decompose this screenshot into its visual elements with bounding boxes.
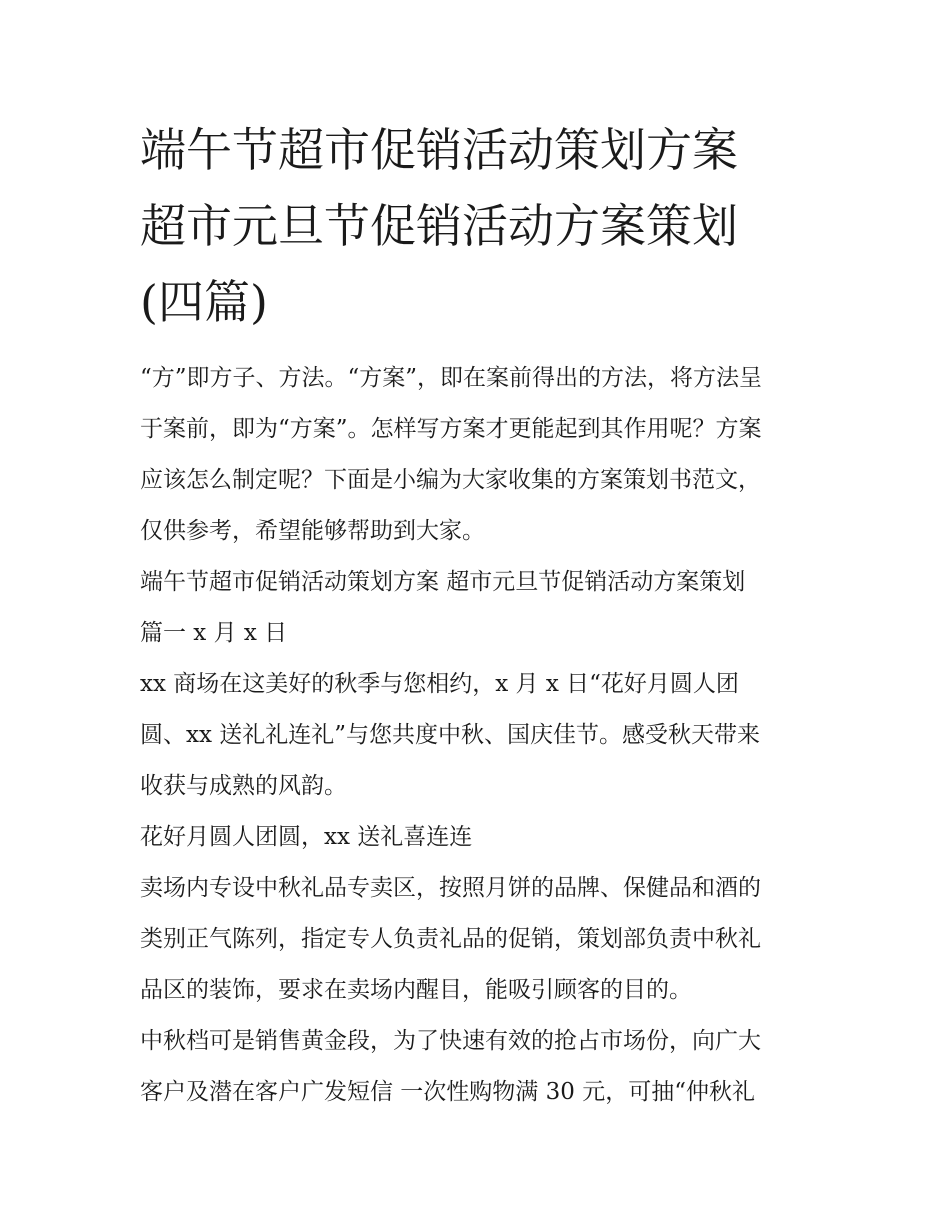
section-heading-paragraph — [140, 557, 830, 659]
paragraph-line: 端午节超市促销活动策划方案 超市元旦节促销活动方案策划 — [140, 569, 746, 595]
paragraph-line: 篇一 x 月 x 日 — [140, 620, 288, 646]
slogan-paragraph — [140, 812, 830, 863]
paragraph-line: 客户及潜在客户广发短信 一次性购物满 30 元，可抽“仲秋礼 — [140, 1079, 755, 1105]
paragraph-line: 圆、xx 送礼礼连礼”与您共度中秋、国庆佳节。感受秋天带来 — [140, 722, 761, 748]
paragraph-line: 类别正气陈列，指定专人负责礼品的促销，策划部负责中秋礼 — [140, 926, 761, 952]
document-title — [140, 112, 820, 340]
document-body — [140, 353, 830, 1118]
paragraph-line: 中秋档可是销售黄金段，为了快速有效的抢占市场份，向广大 — [140, 1028, 761, 1054]
paragraph-line: “方”即方子、方法。“方案”，即在案前得出的方法，将方法呈 — [140, 365, 763, 391]
title-line-1: 端午节超市促销活动策划方案 — [140, 123, 738, 177]
paragraph-line: xx 商场在这美好的秋季与您相约，x 月 x 日“花好月圆人团 — [140, 671, 739, 697]
intro-paragraph — [140, 353, 830, 557]
title-line-2: 超市元旦节促销活动方案策划 — [140, 199, 738, 253]
event-intro-paragraph — [140, 659, 830, 812]
paragraph-line: 仅供参考，希望能够帮助到大家。 — [140, 518, 485, 544]
paragraph-line: 卖场内专设中秋礼品专卖区，按照月饼的品牌、保健品和酒的 — [140, 875, 761, 901]
paragraph-line: 于案前，即为“方案”。怎样写方案才更能起到其作用呢？方案 — [140, 416, 762, 442]
title-line-3: (四篇) — [140, 275, 268, 329]
sales-promo-paragraph — [140, 1016, 830, 1118]
paragraph-line: 收获与成熟的风韵。 — [140, 773, 347, 799]
paragraph-line: 品区的装饰，要求在卖场内醒目，能吸引顾客的目的。 — [140, 977, 692, 1003]
paragraph-line: 花好月圆人团圆，xx 送礼喜连连 — [140, 824, 473, 850]
gift-area-paragraph — [140, 863, 830, 1016]
paragraph-line: 应该怎么制定呢？下面是小编为大家收集的方案策划书范文， — [140, 467, 761, 493]
